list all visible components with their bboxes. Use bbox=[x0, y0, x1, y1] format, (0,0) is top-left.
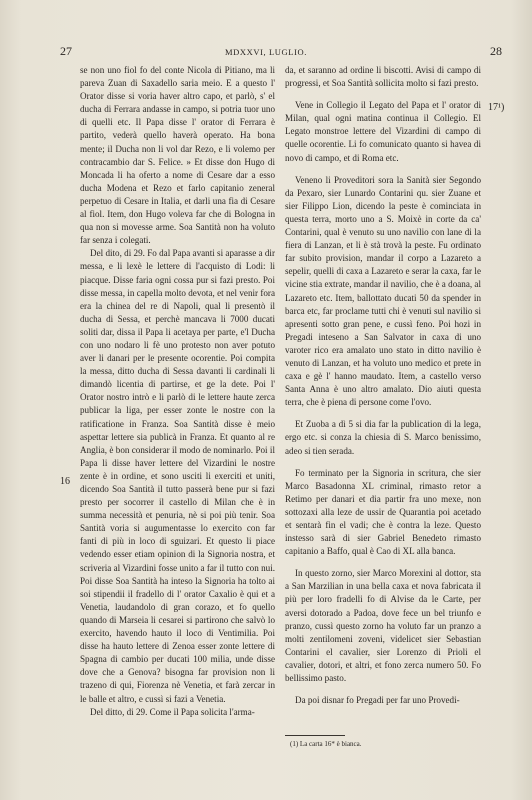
paragraph: Del dito, di 29. Fo dal Papa avanti si aparasse a dir messa, e li lexè le lettere di l'acquisto di Lodi: li piacque. Disse faria ogni cossa pur si fazi presto. Poi disse messa, in capella molto devota, et nel venir fora era la chinea del re di Napoli, qual li presentò il ducha di Sessa, et perchè mancava li 7000 ducati soliti dar, dissa il Papa li acetaya per parte, e'l Ducha con uno nodaro li fè uno protesto non aver potuto aver li danari per le presente ocorentie. Poi compita la messa, ditto ducha di Sessa davanti li cardinali li dimandò licentia di partirse, et ge la dete. Poi l' Orator nostro intrò e li parlò di le lettere haute zerca publicar la liga, per esser zonte le nostre con la ratificatione in Franza. Soa Santità disse è meio aspettar lettere sia publicà in Franza. Et quanto al re Anglia, è bon considerar il modo de nominarlo. Poi il Papa li disse haver lettere del Vizardini le nostre zente è in ordine, et sono usciti li exerciti et uniti, dicendo Soa Santità il tutto passerà bene pur si fazi presto per socorrer il castello di Milan che è in summa necessità et penuria, nè si poi più tenir. Soa Santità voria si augumentasse lo exercito con far fanti di più in loco di sguizari. Et questo li piace vedendo esser etiam opinion di la Signoria nostra, et scriveria al Vizardini fosse unito a far il tutto con nui. Poi disse Soa Santità ha inteso la Signoria ha tolto ai soi stipendii il fradello di l' orator Caxalio è qui et a Venetia, laudandolo di gran corazo, et fo quello quando di Marseia li cesarei si partirono che salvò lo exercito, havendo hauto il loco di Ventimilia. Poi disse ha hauto lettere di Zenoa esser zonte lettere di Spagna di cambio per ducati 100 milia, unde disse dove che a Genova? bisogna far provision non li trazeno di qui, Fiorenza nè Venetia, et farà zercar in le balle et altro, e cussì si fazi a Venetia. bbox=[80, 248, 275, 704]
margin-number-right: 17¹) bbox=[488, 102, 505, 113]
page-number-right: 28 bbox=[490, 44, 502, 58]
paragraph: Vene in Collegio il Legato del Papa et l' orator di Milan, qual ogni matina continua il Collegio. El Legato monstroe lettere del Vizardini di campo di quelle ocorentie. Li fo comunicato quanto si havea di novo di campo, et di Roma etc. bbox=[285, 100, 481, 163]
paragraph: da, et saranno ad ordine li biscotti. Avisi di campo di progressi, et Soa Santità sollicita molto si fazi presto. bbox=[285, 65, 481, 89]
left-column bbox=[80, 64, 275, 719]
paragraph: Fo terminato per la Signoria in scritura, che sier Marco Basadonna XL criminal, rimasto retor a Retimo per danari et dia partir fra uno mexe, non sottozaxi alla leze de ussir de Quarantia poi acetado et sentarà fin el vadi; che è contra la leze. Questo instesso sarà di sier Gabriel Benedeto rimasto capitanio a Baffo, qual è Cao di XL alla banca. bbox=[285, 467, 481, 557]
running-title: MDXXVI, LUGLIO. bbox=[225, 47, 307, 57]
right-column bbox=[285, 64, 481, 707]
paragraph: Et Zuoba a dì 5 si dia far la publication di la lega, ergo etc. si conza la chiesia di S. Marco benissimo, adeo si tien serada. bbox=[285, 419, 481, 456]
paragraph: Veneno li Proveditori sora la Sanità sier Segondo da Pexaro, sier Lunardo Contarini qu. sier Zuane et sier Filippo Lion, dicendo la peste è cominciata in questa terra, morto uno a S. Moixè in corte da ca' Contarini, qual è venuto su uno navilio con lane di la fiera di Lanzan, et li è stà trovà la peste. Fu ordinato far subito provision, mandar il corpo a Lazareto a sepelir, quelli di caxa a Lazareto e serar la caxa, far le vicine stia extrate, mandar il navilio, che è a doana, al Lazareto etc. Item, ballottato ducati 50 da spender in barca etc, far proclame tutti chi è venuti sul navilio si apresenti sotto gran pene, e cussì feno. Poi hozi in Pregadi inteseno a San Salvator in caxa di uno varoter rico era amalato uno stato in ditto navilio è venuto di Lanzan, et ha voluto uno medico et prete in caxa e gè l' hanno maudato. Item, a castello verso Santa Anna è uno altro amalato. Dio aiuti questa terra, che è piena di persone come l'ovo. bbox=[285, 174, 481, 408]
paragraph: Da poi disnar fo Pregadi per far uno Provedi- bbox=[295, 695, 460, 706]
footnote: (1) La carta 16* è bianca. bbox=[290, 740, 362, 748]
margin-number-left: 16 bbox=[60, 476, 70, 487]
paragraph: se non uno fiol fo del conte Nicola di Pitiano, ma li pareva Zuan di Saxadello saria meio. E a questo l' Orator disse si voria haver altro capo, et parlò, s' el ducha di Ferrara andasse in campo, si potria tuor uno di quelli etc. Il Papa disse l' orator di Ferrara è partito, vederà quello haverà operato. Ha bona mente; il Ducha non li vol dar Rezo, e li volemo per contracambio dar S. Felice. » Et disse don Hugo di Moncada li ha oferto a nome di Cesare dar a esso ducha Modena et Rezo et farlo capitanio zeneral perpetuo di Cesare in Italia, et darli una fia di Cesare al fiol. Item, don Hugo voleva far che di Bologna in qua non si movesse arme. Soa Santità non ha voluto far senza i colegati. bbox=[80, 65, 275, 246]
footnote-rule bbox=[285, 735, 345, 736]
page-number-left: 27 bbox=[60, 44, 72, 58]
paragraph: In questo zorno, sier Marco Morexini al dottor, sta a San Marzilian in una bella caxa et nova fabricata il più per loro fradelli fo di Alvise da le Carte, per aversi dotorado a Padoa, dove fece un bel triunfo e pranzo, cussì questo zorno ha voluto far un pranzo a molti zentilomeni zoveni, videlicet sier Sebastian Contarini el cavalier, sier Lorenzo di Prioli el cavalier, dotori, et altri, et fono zerca numero 50. Fo bellissimo pasto. bbox=[285, 568, 481, 684]
paragraph: Del ditto, di 29. Come il Papa solicita l'arma- bbox=[90, 706, 255, 717]
